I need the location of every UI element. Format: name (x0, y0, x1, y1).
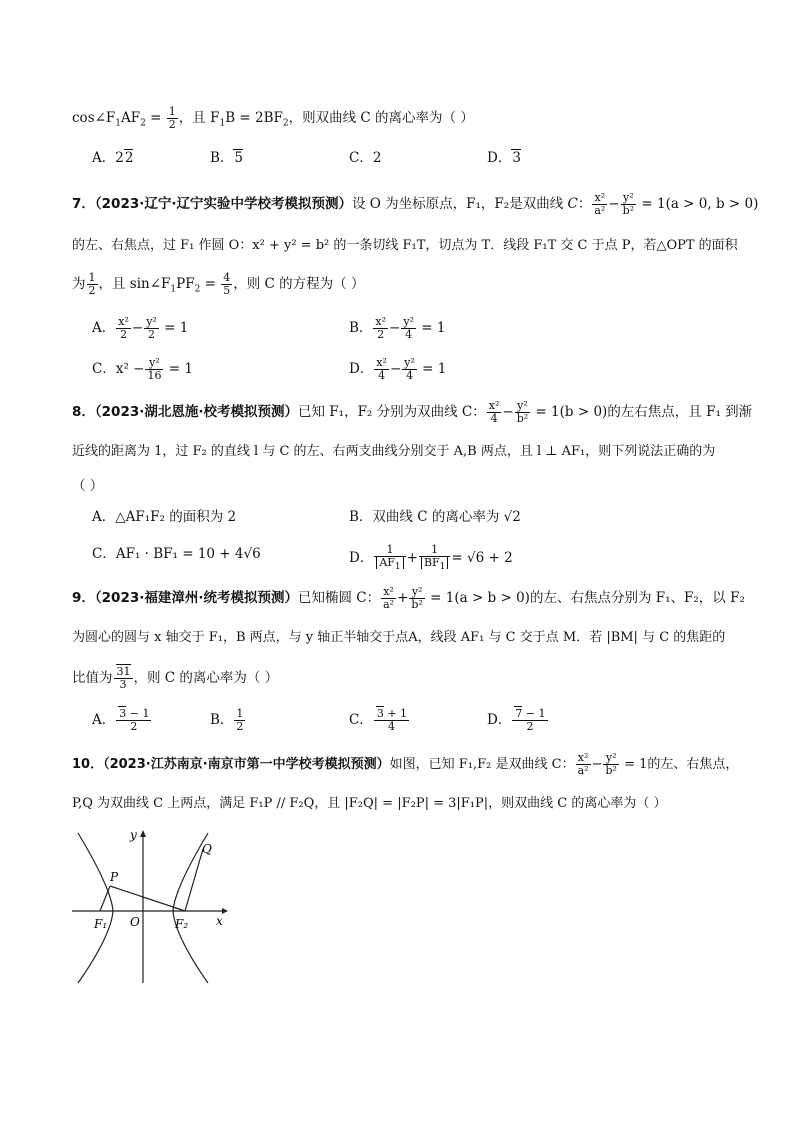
q6-tail: ，则双曲线 C 的离心率为（ ） (288, 110, 474, 126)
q7-option-a[interactable]: A． $\frac{\text{x²}}{2}$ − $\frac{\text{y²}}{2}$ = 1 (92, 315, 189, 341)
q7-stem-line3: 为 $\frac{1}{2}$ ，且 $\sin\angle F_1PF_2$ = $\frac{4}{5}$ ，则 C 的方程为（ ） (72, 271, 365, 297)
q6-option-c[interactable]: C．2 (349, 150, 382, 166)
q6-option-b[interactable]: B．5 (210, 150, 244, 166)
q10-number: 10． (72, 757, 104, 772)
q7-source: （2023·辽宁·辽宁实验中学校考模拟预测） (94, 196, 352, 212)
q9-number: 9． (72, 590, 95, 606)
label-origin: O (130, 915, 140, 929)
q9-stem1: 已知椭圆 C： (298, 590, 381, 606)
q8-option-b[interactable]: B．双曲线 C 的离心率为 √2 (349, 509, 521, 525)
q9-option-d[interactable]: D． $\frac{7 - 1}{2}$ (487, 707, 546, 733)
q8-option-a[interactable]: A．△AF₁F₂ 的面积为 2 (92, 509, 237, 525)
q8-stem-line2: 近线的距离为 1，过 F₂ 的直线 l 与 C 的左、右两支曲线分别交于 A,B 两点，且 l ⊥ AF₁，则下列说法正确的为 (72, 444, 716, 459)
q10-stem1: 如图，已知 F₁,F₂ 是双曲线 C： (389, 757, 575, 772)
q9-stem-line2: 为圆心的圆与 x 轴交于 F₁，B 两点，与 y 轴正半轴交于点A，线段 AF₁ 与 C 交于点 M．若 |BM| 与 C 的焦距的 (72, 630, 726, 645)
hyperbola-figure (70, 825, 240, 985)
q9-option-a[interactable]: A． $\frac{3 - 1}{2}$ (92, 707, 150, 733)
q9-option-b[interactable]: B． $\frac{1}{2}$ (210, 707, 244, 733)
q7-stem1: 设 O 为坐标原点，F₁，F₂是双曲线 (352, 196, 564, 212)
q7-option-b[interactable]: B． $\frac{\text{x²}}{2}$ − $\frac{\text{y²}}{4}$ = 1 (349, 315, 446, 341)
q7-hyperbola: C： $\frac{\text{x²}}{\text{a²}}$ − $\frac{\text{y²}}{\text{b²}}$ = 1(a > 0, b > 0) (567, 191, 759, 217)
x-axis-arrow (222, 908, 228, 914)
q8-stem1b: 的左右焦点，且 F₁ 到渐 (607, 404, 753, 420)
q8-stem-line3: （ ） (72, 478, 104, 494)
left-branch (78, 833, 113, 983)
q8-number: 8． (72, 404, 95, 420)
label-y: y (130, 828, 137, 842)
q6-option-a[interactable]: A．22 (92, 150, 134, 166)
segment-f1p (100, 886, 110, 911)
segment-pf2 (110, 886, 185, 911)
q8-option-d[interactable]: D． $\frac{1}{AF_1}$ + $\frac{1}{BF_1}$ = √6 + 2 (349, 543, 513, 573)
q7-stem-line1 (72, 192, 758, 217)
q9-stem3-post: ，则 C 的离心率为（ ） (133, 670, 279, 686)
q8-stem1: 已知 F₁，F₂ 分别为双曲线 C： (298, 404, 486, 420)
q7-number: 7． (72, 196, 95, 212)
q9-stem3-pre: 比值为 (72, 670, 113, 686)
q10-stem-line1: 10．（2023·江苏南京·南京市第一中学校考模拟预测）如图，已知 F₁,F₂ 是双曲线 C： $\frac{\text{x²}}{\text{a²}}$ − $\frac{\text{y²}}{\text{b²}}$ = 1的左、右焦点， (72, 751, 739, 777)
label-x: x (216, 914, 223, 928)
q6-option-d[interactable]: D．3 (487, 150, 521, 166)
q9-option-c[interactable]: C． $\frac{3 + 1}{4}$ (349, 707, 408, 733)
q6-math: $\cos\angle F_1AF_2$ = $\frac{1}{2}$ ，且 $F_1B = 2BF_2$ (72, 105, 289, 131)
q10-source: （2023·江苏南京·南京市第一中学校考模拟预测） (103, 757, 390, 772)
q8-option-d-text: = √6 + 2 (451, 550, 513, 567)
q9-stem-line1: 9．（2023·福建漳州·统考模拟预测）已知椭圆 C： $\frac{\text{x²}}{\text{a²}}$ + $\frac{\text{y²}}{\text{b²}}$ = 1(a > b > 0)的左、右焦点分别为 F₁、F₂，以 F₂ (72, 585, 745, 611)
q7-stem3-post: ，则 C 的方程为（ ） (233, 276, 365, 292)
q9-stem1b: 的左、右焦点分别为 F₁、F₂，以 F₂ (529, 590, 745, 606)
q7-stem-line2: 的左、右焦点，过 F₁ 作圆 O：x² + y² = b² 的一条切线 F₁T，切点为 T．线段 F₁T 交 C 于点 P，若△OPT 的面积 (72, 238, 738, 253)
y-axis-arrow (140, 830, 146, 837)
q8-stem-line1: 8．（2023·湖北恩施·校考模拟预测）已知 F₁，F₂ 分别为双曲线 C： $\frac{\text{x²}}{4}$ − $\frac{\text{y²}}{\text{b²}}$ = 1(b > 0)的左右焦点，且 F₁ 到渐 (72, 399, 753, 425)
q9-stem-line3: 比值为 $\frac{31}{3}$ ，则 C 的离心率为（ ） (72, 665, 279, 691)
q7-option-c[interactable]: C．x² − $\frac{\text{y²}}{16}$ = 1 (92, 356, 193, 382)
q10-stem-line2: P,Q 为双曲线 C 上两点，满足 F₁P // F₂Q，且 |F₂Q| = |F₂P| = 3|F₁P|，则双曲线 C 的离心率为（ ） (72, 796, 667, 811)
q9-source: （2023·福建漳州·统考模拟预测） (94, 590, 298, 606)
q10-stem1b: 的左、右焦点， (647, 757, 739, 772)
q8-option-c[interactable]: C．AF₁ · BF₁ = 10 + 4√6 (92, 546, 261, 562)
label-q: Q (202, 842, 212, 856)
q7-stem3-pre: 为 (72, 276, 86, 292)
label-f1: F₁ (94, 917, 108, 931)
label-p: P (110, 870, 119, 884)
q8-source: （2023·湖北恩施·校考模拟预测） (94, 404, 298, 420)
label-f2: F₂ (175, 917, 189, 931)
q6-stem (72, 106, 474, 134)
q7-option-d[interactable]: D． $\frac{\text{x²}}{4}$ − $\frac{\text{y²}}{4}$ = 1 (349, 356, 447, 382)
